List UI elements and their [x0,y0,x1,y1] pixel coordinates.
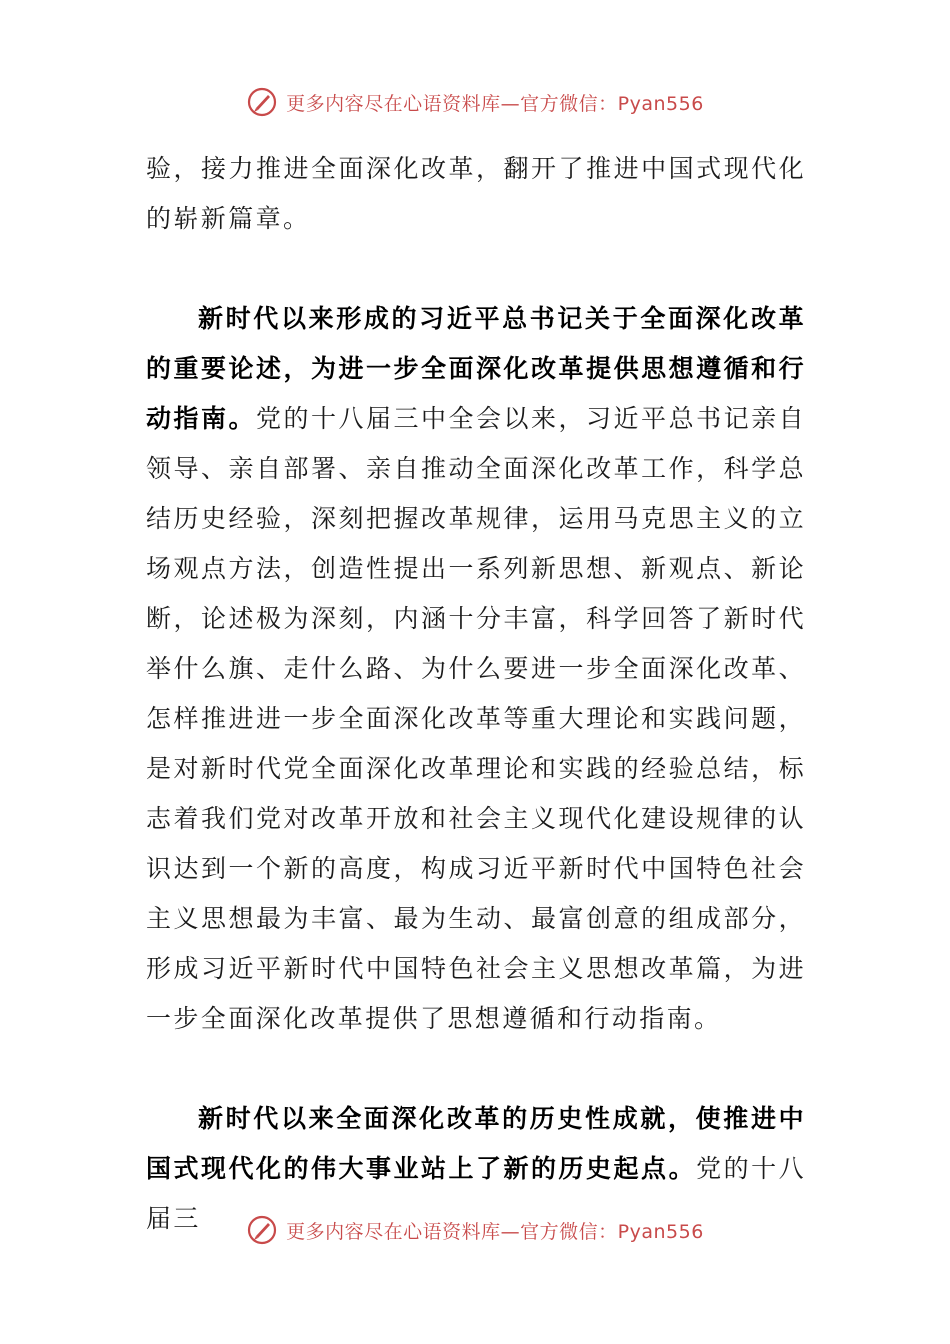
paragraph-2 [146,294,806,1044]
footer-banner [0,1210,950,1250]
document-body [146,144,806,1244]
header-banner [0,82,950,122]
paragraph-2-text: 党的十八届三中全会以来，习近平总书记亲自领导、亲自部署、亲自推动全面深化改革工作，科学总结历史经验，深刻把握改革规律，运用马克思主义的立场观点方法，创造性提出一系列新思想、新观点、新论断，论述极为深刻，内涵十分丰富，科学回答了新时代举什么旗、走什么路、为什么要进一步全面深化改革、怎样推进进一步全面深化改革等重大理论和实践问题，是对新时代党全面深化改革理论和实践的经验总结，标志着我们党对改革开放和社会主义现代化建设规律的认识达到一个新的高度，构成习近平新时代中国特色社会主义思想最为丰富、最为生动、最富创意的组成部分，形成习近平新时代中国特色社会主义思想改革篇，为进一步全面深化改革提供了思想遵循和行动指南。 [146,404,806,1033]
paragraph-3-heading: 新时代以来全面深化改革的历史性成就，使推进中国式现代化的伟大事业站上了新的历史起点。 [146,1104,806,1183]
paragraph-3-text: 党的十八届三 [146,1154,806,1233]
footer-banner-text: 更多内容尽在心语资料库—官方微信：Pyan556 [286,1220,704,1243]
paragraph-2-heading: 新时代以来形成的习近平总书记关于全面深化改革的重要论述，为进一步全面深化改革提供思想遵循和行动指南。 [146,304,806,433]
header-banner-text: 更多内容尽在心语资料库—官方微信：Pyan556 [286,92,704,115]
paragraph-1: 验，接力推进全面深化改革，翻开了推进中国式现代化的崭新篇章。 [146,154,806,233]
pen-circle-icon [246,86,278,118]
pen-circle-icon [246,1214,278,1246]
